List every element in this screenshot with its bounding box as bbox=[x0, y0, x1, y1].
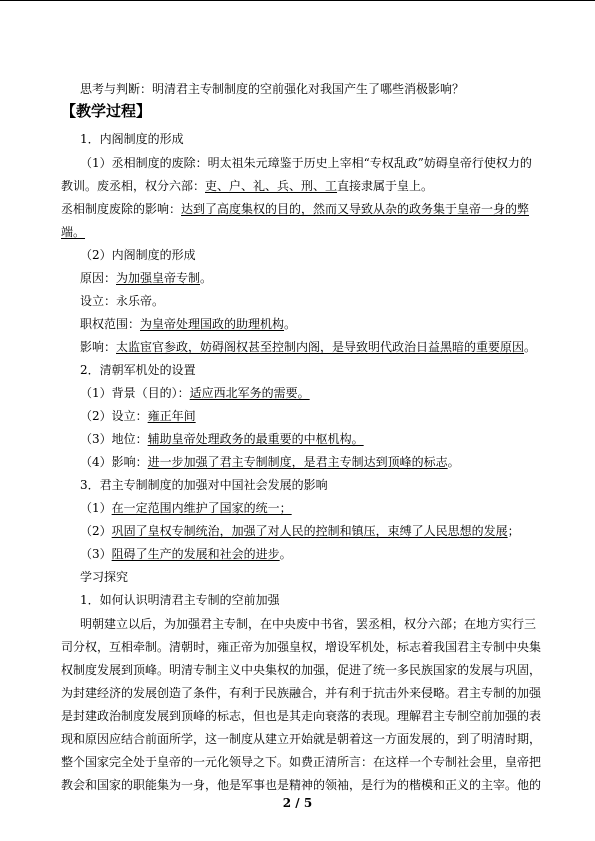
text: 。 bbox=[279, 547, 292, 561]
explore-line: 权制度发展到顶峰。明清专制主义中央集权的加强，促进了统一多民族国家的发展与巩固， bbox=[61, 663, 542, 677]
label: （3） bbox=[80, 547, 112, 561]
item1-value: 在一定范围内维护了国家的统一； bbox=[111, 501, 292, 515]
s3-title: 3．君主专制制度的加强对中国社会发展的影响 bbox=[80, 478, 328, 492]
explore-line: 现和原因应结合前面所学，这一制度从建立开始就是朝着这一方面发展的，到了明清时期， bbox=[61, 732, 542, 746]
explore-line: 是封建政治制度发展到顶峰的标志，但也是其走向衰落的表现。理解君主专制空前加强的表 bbox=[61, 709, 542, 723]
label: （4）影响： bbox=[80, 455, 148, 469]
effect-line bbox=[80, 340, 536, 354]
scope-value: 为皇帝处理国政的助理机构 bbox=[140, 317, 285, 331]
explore-line: 教会和国家的职能集为一身，他是军事也是精神的领袖，是行为的楷模和正义的主宰。他的 bbox=[61, 778, 542, 792]
six-ministries: 吏、户、礼、兵、刑、工 bbox=[205, 179, 338, 193]
effect-value: 太监宦官参政，妨碍阁权甚至控制内阁，是导致明代政治日益黑暗的重要原因 bbox=[116, 340, 525, 354]
est-value: 雍正年间 bbox=[147, 409, 196, 423]
reason-value: 为加强皇帝专制 bbox=[116, 271, 201, 285]
explore-title: 学习探究 bbox=[80, 570, 129, 584]
think-question: 思考与判断：明清君主专制制度的空前强化对我国产生了哪些消极影响？ bbox=[80, 82, 465, 96]
s1-p1-line4: 端。 bbox=[61, 225, 86, 239]
item2-value: 巩固了皇权专制统治，加强了对人民的控制和镇压，束缚了人民思想的发展 bbox=[111, 524, 508, 538]
bg-value: 适应西北军务的需要。 bbox=[189, 386, 310, 400]
s2-bg bbox=[80, 386, 310, 400]
label: （1） bbox=[80, 501, 112, 515]
page-number: 2 / 5 bbox=[282, 796, 313, 810]
inf-value: 进一步加强了君主专制制度，是君主专制达到顶峰的标志 bbox=[147, 455, 448, 469]
explore-question: 1．如何认识明清君主专制的空前加强 bbox=[80, 593, 280, 607]
explore-line: 整个国家完全处于皇帝的一元化领导之下。如费正清所言：在这样一个专制社会里，皇帝把 bbox=[61, 755, 542, 769]
text: 。 bbox=[200, 271, 213, 285]
s2-pos bbox=[80, 432, 364, 446]
text: 教训。废丞相，权分六部： bbox=[61, 179, 206, 193]
text: 。 bbox=[284, 317, 297, 331]
explore-line: 为封建经济的发展创造了条件，有利于民族融合，并有利于抗击外来侵略。君主专制的加强 bbox=[61, 686, 542, 700]
section-heading: 【教学过程】 bbox=[61, 102, 152, 120]
text: 。 bbox=[524, 340, 537, 354]
explore-line: 司分权，互相牵制。清朝时，雍正帝为加强皇权，增设军机处，标志着我国君主专制中央集 bbox=[61, 640, 542, 654]
explore-line: 明朝建立以后，为加强君主专制，在中央废中书省，罢丞相，权分六部；在地方实行三 bbox=[80, 617, 537, 631]
s1-title: 1．内阁制度的形成 bbox=[80, 132, 184, 146]
label: （3）地位： bbox=[80, 432, 148, 446]
reason-line bbox=[80, 271, 212, 285]
s2-est bbox=[80, 409, 196, 423]
s2-title: 2．清朝军机处的设置 bbox=[80, 363, 196, 377]
item3-value: 阻碍了生产的发展和社会的进步 bbox=[111, 547, 280, 561]
top-rule bbox=[0, 0, 595, 1]
label: 职权范围： bbox=[80, 317, 141, 331]
label: （2）设立： bbox=[80, 409, 148, 423]
s3-item1 bbox=[80, 501, 292, 515]
s1-p2-title: （2）内阁制度的形成 bbox=[80, 248, 196, 262]
text: 。 bbox=[447, 455, 460, 469]
s1-p1-line3 bbox=[61, 202, 529, 216]
abolish-effect: 达到了高度集权的目的，然而又导致从杂的政务集于皇帝一身的弊 bbox=[181, 202, 530, 216]
text: 丞相制度废除的影响： bbox=[61, 202, 182, 216]
s1-p1-line2 bbox=[61, 179, 433, 193]
label: （1）背景（目的）： bbox=[80, 386, 190, 400]
s3-item3 bbox=[80, 547, 292, 561]
text: 直接隶属于皇上。 bbox=[337, 179, 434, 193]
text: ； bbox=[507, 524, 520, 538]
scope-line bbox=[80, 317, 296, 331]
s2-inf bbox=[80, 455, 460, 469]
label: 影响： bbox=[80, 340, 117, 354]
pos-value: 辅助皇帝处理政务的最重要的中枢机构。 bbox=[147, 432, 364, 446]
label: （2） bbox=[80, 524, 112, 538]
s1-p1-line1: （1）丞相制度的废除：明太祖朱元璋鉴于历史上宰相“专权乱政”妨碍皇帝行使权力的 bbox=[80, 156, 532, 170]
s3-item2 bbox=[80, 524, 520, 538]
setup-line: 设立：永乐帝。 bbox=[80, 294, 165, 308]
label: 原因： bbox=[80, 271, 117, 285]
